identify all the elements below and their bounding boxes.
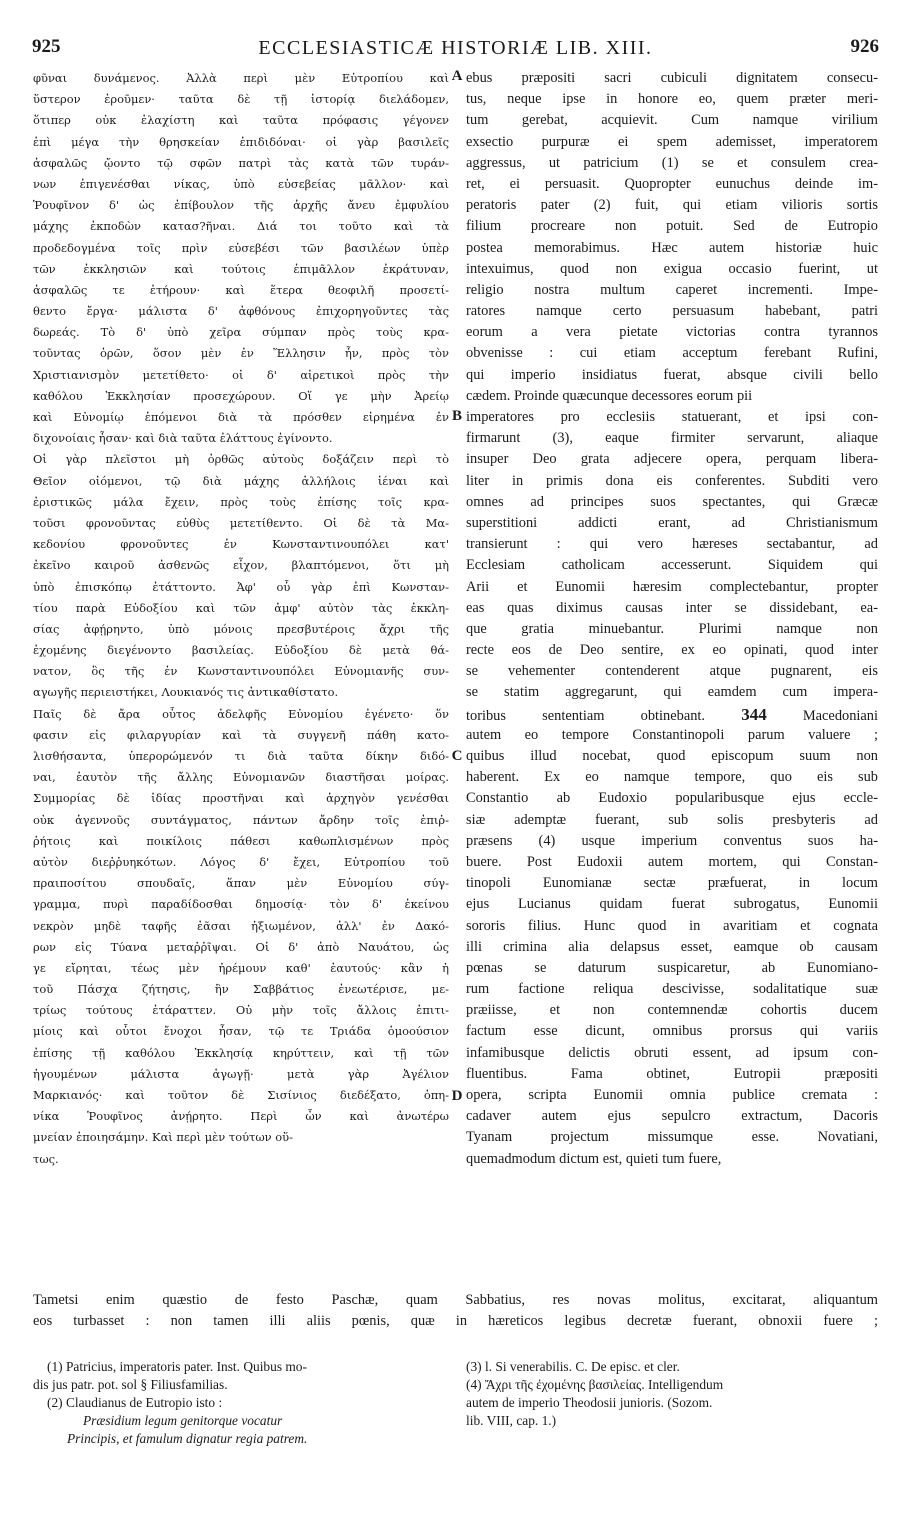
footnote-verse: Præsidium legum genitorque vocatur [83, 1413, 283, 1428]
text-line: qui imperio insidiatus fuerat, absque civili bello [466, 366, 878, 383]
text-line: postea memorabimus. Hæc autem historiæ huic [466, 239, 878, 256]
text-line: recte eos de Deo sentire, ex eo opinati, quod inter [466, 642, 878, 659]
text-line: ὑπὸ ἐπισκόπῳ ἐτάττοντο. Ἀφ' οὗ γὰρ ἐπὶ Κωνσταν- [33, 579, 449, 594]
text-line: cadaver autem ejus sepulcro extractum, Dacoris [466, 1108, 878, 1125]
text-line: infamibusque delictis obruti essent, ad ipsum con- [466, 1044, 878, 1061]
text-line: τοῦ Πάσχα ζήτησις, ἣν Σαββάτιος ἐνεωτέρισε, με- [33, 982, 449, 997]
text-line: ὅτιπερ οὐκ ἐλαχίστη καὶ ταῦτα πρόφασις γέγονεν [33, 113, 449, 128]
continuation-text [33, 1290, 878, 1332]
text-line: Tyanam projectum missumque esse. Novatiani, [466, 1129, 878, 1146]
text-line: ἀσφαλῶς ᾤοντο τῷ σφῶν πατρὶ τὰς κατὰ τῶν τυράν- [33, 155, 449, 170]
text-line: νίκα Ῥουφῖνος ἀνῄρητο. Περὶ ὧν καὶ ἀνωτέρω [33, 1109, 449, 1124]
text-line: ῥήτοις καὶ ποικίλοις πάθεσι καθωπλισμένων πρὸς [33, 833, 449, 848]
text-line: θεντο ἔργα· μάλιστα δ' ἀφθόνους ἐπιχορηγοῦντες τὰς [33, 304, 449, 319]
text-line: tum gerebat, acquievit. Cum namque virilium [466, 112, 878, 129]
text-line: ἐριστικῶς μάλα ἔχειν, πρὸς τοὺς ἐπίσης τοῖς κρα- [33, 494, 449, 509]
text-line: aggressus, ut patricium (1) se et consulem crea- [466, 154, 878, 171]
text-segment: toribus sententiam obtinebant. [466, 707, 706, 724]
margin-letter-d: D [451, 1088, 463, 1104]
text-line: siæ ademptæ fuerant, sub solis presbyteris ad [466, 811, 878, 828]
text-line: ebus præpositi sacri cubiculi dignitatem consecu- [466, 70, 878, 86]
text-line: κεδονίου φρονοῦντες ἐν Κωνσταντινουπόλει κατ' [33, 537, 449, 552]
text-line: factum esse dicunt, omnibus prorsus qui variis [466, 1023, 878, 1040]
text-line: quemadmodum dictum est, quieti tum fuere, [466, 1150, 722, 1167]
text-line: τοῦσι φρονοῦντας εὐθὺς μετετίθεντο. Οἱ δὲ τὰ Μα- [33, 515, 449, 530]
footnote-line: dis jus patr. pot. sol § Filiusfamilias. [33, 1377, 228, 1392]
text-line: religio nostra multum caperet incrementi. Impe- [466, 281, 878, 298]
text-line: αγωγῆς περιειστήκει, Λουκιανός τις ἀντικαθίστατο. [33, 685, 339, 700]
text-line: imperatores pro ecclesiis statuerant, et ipsi con- [466, 409, 878, 425]
text-line: τῶν ἐκκλησιῶν καὶ τούτοις ἐπιμᾶλλον ἐκράτυναν, [33, 261, 449, 276]
text-line: ναι, ἑαυτὸν τῆς ἄλλης Εὐνομιανῶν διαστῆσαι μοίρας. [33, 770, 449, 785]
text-line: illi crimina alia delapsus esset, eamque ob causam [466, 938, 878, 955]
text-line: buere. Post Eudoxii autem mortem, qui Constan- [466, 853, 878, 870]
text-line: τοῦντας ὁρῶν, ὅσον μὲν ἐν Ἕλλησιν ἦν, πρὸς τὸν [33, 346, 449, 361]
text-line: ratores namque certo persuasum habebant, patri [466, 303, 878, 320]
text-line: Μαρκιανός· καὶ τοῦτον δὲ Σισίνιος διεδέξατο, ὁπη- [33, 1088, 449, 1102]
text-line: liter in primis dona eis conferentes. Subditi vero [466, 472, 878, 489]
text-line: ρων εἰς Τύανα μεταῤῥῖψαι. Οἱ δ' ἀπὸ Ναυάτου, ὡς [33, 939, 449, 954]
text-line: Ῥουφῖνον δ' ὡς ἐπίβουλον τῆς ἀρχῆς ἄνευ ἐμφυλίου [33, 198, 449, 213]
text-line: que gratia minuebantur. Plurimi namque non [466, 620, 878, 637]
text-line: Συμμορίας δὲ ἰδίας προστῆναι καὶ ἀρχηγὸν γενέσθαι [33, 791, 449, 806]
margin-letter-b: B [451, 408, 462, 424]
text-line: μάχης ἐκποδὼν κατασ?ῆναι. Διά τοι τοῦτο καὶ τὰ [33, 219, 449, 234]
text-line: sororis filius. Hunc quod in avaritiam et cognata [466, 917, 878, 934]
text-line: Constantio ab Eudoxio popularibusque ejus eccle- [466, 790, 878, 807]
margin-letter-c: C [451, 748, 463, 764]
text-line: μίοις καὶ οὗτοι ἔνοχοι ἦσαν, τῷ τε Τριάδα ὁμοούσιον [33, 1024, 449, 1039]
text-line: διχονοίαις ἦσαν· καὶ διὰ ταῦτα ἐλάττους ἐγίνοντο. [33, 431, 333, 446]
text-line: se vehementer contenderent atque pugnarent, eis [466, 663, 878, 680]
text-line: ἀσφαλῶς τε ἐτήρουν· καὶ ἕτερα θεοφιλῆ προσετί- [33, 282, 449, 297]
margin-letter-a: A [451, 68, 463, 84]
footnotes-right [466, 1358, 878, 1430]
text-line: eas quas diximus causas inter se dissidebant, ea- [466, 599, 878, 616]
text-line: exsectio purpuræ ei spem ademisset, imperatorem [466, 133, 878, 150]
text-line: ἡγουμένων μάλιστα ἀγωγῇ· μετὰ γὰρ Ἀγέλιον [33, 1066, 449, 1081]
text-line: νατον, ὃς τῆς ἐν Κωνσταντινουπόλει Εὐνομιανῆς συν- [33, 664, 449, 679]
text-line: γε εἴρηται, τέως μὲν ἠρέμουν καθ' ἑαυτούς· κἂν ἡ [33, 960, 449, 975]
footnote-line: lib. VIII, cap. 1.) [466, 1413, 557, 1428]
text-line: Arii et Eunomii hæresim complectebantur, propter [466, 578, 878, 595]
text-line: λισθήσαντα, ὑπερορώμενόν τι διὰ ταῦτα δίκην διδό- [33, 749, 449, 763]
footnote-line: (2) Claudianus de Eutropio isto : [47, 1395, 223, 1410]
footnote-line: (1) Patricius, imperatoris pater. Inst. Quibus mo- [47, 1359, 307, 1374]
text-line: omnes ad principes suos spectantes, qui Græcæ [466, 493, 878, 510]
footnote-line: (4) Ἄχρι τῆς ἐχομένης βασιλείας. Intelligendum [466, 1377, 724, 1392]
continuation-line: eos turbasset : non tamen illi aliis pœnis, quæ in hæreticos legibus decretæ fuerant, obnoxii fuere ; [33, 1313, 878, 1330]
text-line: transierunt : qui vero hæreses sectabantur, ad [466, 536, 878, 553]
text-line: πραιποσίτου σπουδαῖς, ἅπαν μὲν Εὐνομίου σύγ- [33, 876, 449, 891]
text-line: obvenisse : cui etiam acceptum ferebant Rufini, [466, 345, 878, 362]
text-line: Ecclesiam catholicam accesserunt. Siquidem qui [466, 557, 878, 574]
continuation-line: Tametsi enim quæstio de festo Paschæ, quam Sabbatius, res novas molitus, excitarat, aliquantum [33, 1292, 878, 1308]
text-line: ὕστερον ἐροῦμεν· ταῦτα δὲ τῇ ἱστορίᾳ διελάδομεν, [33, 92, 449, 107]
text-line: cædem. Proinde quæcunque decessores eorum pii [466, 387, 753, 404]
text-line: φῦναι δυνάμενος. Ἀλλὰ περὶ μὲν Εὐτροπίου καὶ [33, 71, 449, 85]
text-line: firmarunt (3), eaque firmiter servarunt, aliaque [466, 430, 878, 447]
text-line: superstitioni addicti erant, ad Christianismum [466, 514, 878, 531]
text-line: insuper Deo grata adjecere opera, perquam libera- [466, 451, 878, 468]
text-line: Χριστιανισμὸν μετετίθετο· οἱ δ' αἱρετικοὶ πρὸς τὴν [33, 367, 449, 382]
text-line: tinopoli Eunomianæ sectæ præfuerat, in locum [466, 875, 878, 892]
text-line: φασιν εἰς φιλαργυρίαν καὶ τὰ συγγενῆ πάθη κατο- [33, 727, 449, 742]
page-marker-number: 344 [741, 704, 767, 724]
text-line: τρίως τούτους ἐτάραττεν. Οὐ μὴν τοῖς ἄλλοις ἐπιτι- [33, 1003, 449, 1018]
text-line: peratoris pater (2) fuit, qui etiam vilioris sortis [466, 197, 878, 214]
text-line: σίας ἀφῄρηντο, ὑπὸ μόνοις πρεσβυτέροις ἄχρι τῆς [33, 621, 449, 636]
text-line: ἐκεῖνο καιροῦ ἀσθενῶς εἶχον, βλαπτόμενοι, ὅτι μὴ [33, 558, 449, 573]
text-line: νων ἐπιγενέσθαι νίκας, ὑπὸ εὐσεβείας μᾶλλον· καὶ [33, 176, 449, 191]
text-line: fluentibus. Fama obtinet, Eutropii præpositi [466, 1065, 878, 1082]
text-line: eorum a vera pietate victorias contra tyrannos [466, 324, 878, 341]
text-line: haberent. Ex eo namque tempore, quo eis sub [466, 769, 878, 786]
page-number-left: 925 [32, 36, 61, 57]
text-line: quibus illud nocebat, quod episcopum suum non [466, 748, 878, 764]
text-line: filium procreare non potuit. Sed de Eutropio [466, 218, 878, 235]
running-header [32, 36, 879, 62]
text-line: se statim aggregarunt, qui eamdem cum impera- [466, 684, 878, 701]
text-line [466, 704, 878, 725]
text-segment: Macedoniani [802, 707, 878, 724]
text-line: intexuimus, quod non exigua occasio fuerint, ut [466, 260, 878, 277]
footnote-verse: Principis, et famulum dignatur regia patrem. [67, 1431, 308, 1446]
text-line: προδεδογμένα τοῖς πρὶν εὐσεβέσι τῶν βασιλέων ὑπὲρ [33, 240, 449, 255]
text-line: καὶ Εὐνομίῳ ἑπόμενοι διὰ τὰ πρόσθεν εἰρημένα ἐν [33, 410, 449, 424]
text-line: ἐπίσης τῇ καθόλου Ἐκκλησίᾳ κηρύττειν, καὶ τῇ τῶν [33, 1045, 449, 1060]
running-title: ECCLESIASTICÆ HISTORIÆ LIB. XIII. [258, 37, 653, 59]
text-line: μνείαν ἐποιησάμην. Καὶ περὶ μὲν τούτων οὕ- [33, 1130, 293, 1145]
text-line: γραμμα, πυρὶ παραδίδοσθαι δημοσίᾳ· τὸν δ' ἐκείνου [33, 897, 449, 912]
greek-text-column [33, 68, 449, 1308]
text-line: ἐπὶ μέγα τὴν θρησκείαν ἐπιδιδόναι· οἱ γὰρ βασιλεῖς [33, 134, 449, 149]
text-line: opera, scripta Eunomii omnia publice cremata : [466, 1087, 878, 1103]
text-line: δωρεάς. Τὸ δ' ὑπὸ χεῖρα σύμπαν πρὸς τοὺς κρα- [33, 325, 449, 340]
text-line: Παῖς δὲ ἄρα οὗτος ἀδελφῆς Εὐνομίου ἐγένετο· ὅν [33, 706, 449, 721]
text-line: ret, ei persuasit. Quopropter eunuchus deinde im- [466, 175, 878, 192]
text-line: ejus Lucianus quidam fuerat subrogatus, Eunomii [466, 896, 878, 913]
text-line: τως. [33, 1151, 59, 1166]
text-line: autem eo tempore Constantinopoli parum valuere ; [466, 726, 878, 743]
text-line: Θεῖον οἰόμενοι, τῷ διὰ μάχης ἀλλήλοις ἰέναι καὶ [33, 473, 449, 488]
text-line: αὐτὸν διεῤῥυηκότων. Λόγος δ' ἔχει, Εὐτροπίου τοῦ [33, 854, 449, 869]
text-line: pœnas se daturum suspicaretur, ab Eunomiano- [466, 959, 878, 976]
latin-text-column [466, 68, 878, 1330]
page-number-right: 926 [850, 36, 879, 57]
text-line: præsens (4) usque imperium conventus suos ha- [466, 832, 878, 849]
text-line: ἐχομένης διεγένοντο βασιλείας. Εὐδοξίου δὲ μετὰ θά- [33, 643, 449, 658]
footnote-line: autem de imperio Theodosii junioris. (Sozom. [466, 1395, 713, 1410]
text-line: καθόλου Ἐκκλησίαν προσεχώρουν. Οἵ γε μὴν Ἀρείῳ [33, 388, 449, 403]
text-line: νεκρὸν μηδὲ ταφῆς ἐᾶσαι ἠξιωμένον, ἀλλ' ἐν Δακό- [33, 918, 449, 933]
text-line: Οἱ γὰρ πλεῖστοι μὴ ὀρθῶς αὐτοὺς δοξάζειν περὶ τὸ [33, 452, 449, 467]
text-line: tus, neque ipse in honore eo, quem præter meri- [466, 91, 878, 108]
text-line: τίου παρὰ Εὐδοξίου καὶ τῶν ἀμφ' αὐτὸν τὰς ἐκκλη- [33, 600, 449, 615]
footnotes-left [33, 1358, 443, 1448]
text-line: οὐκ ἀγεννοῦς συντάγματος, πάντων ἄρδην τοῖς ἐπιῤ- [33, 812, 449, 827]
text-line: præiisse, et non contemnendæ cohortis ducem [466, 1002, 878, 1019]
footnote-line: (3) l. Si venerabilis. C. De episc. et cler. [466, 1359, 680, 1374]
text-line: rum factione reliqua descivisse, sodalitatique suæ [466, 981, 878, 998]
